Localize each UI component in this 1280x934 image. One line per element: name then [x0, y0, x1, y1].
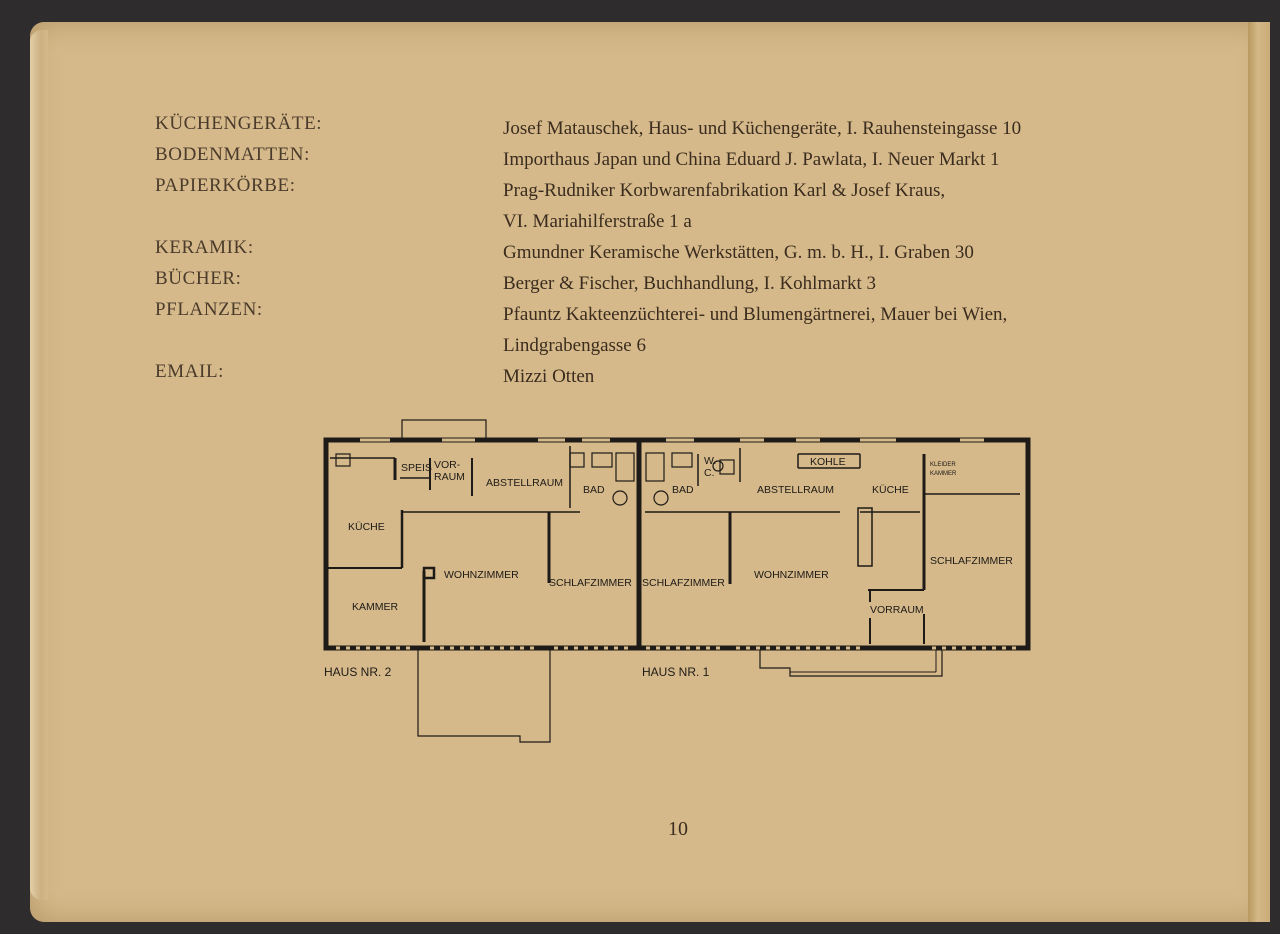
room-label: VOR-	[434, 459, 461, 471]
credit-label: KÜCHENGERÄTE:	[155, 113, 323, 134]
room-label: VORRAUM	[870, 604, 924, 616]
credit-value: Josef Matauschek, Haus- und Küchengeräte, I. Rauhensteingasse 10	[503, 118, 1022, 139]
room-label: KAMMER	[352, 601, 399, 613]
room-label: W.	[704, 455, 717, 467]
room-label: KLEIDER	[930, 462, 956, 468]
book-gutter	[1248, 22, 1270, 922]
credit-label: KERAMIK:	[155, 237, 254, 258]
room-label: ABSTELLRAUM	[757, 484, 835, 496]
credit-label: BODENMATTEN:	[155, 144, 310, 165]
credit-value-continued: VI. Mariahilferstraße 1 a	[503, 211, 692, 232]
room-label: SCHLAFZIMMER	[930, 555, 1013, 567]
page-number: 10	[668, 818, 688, 840]
floor-plan	[320, 418, 1040, 748]
room-label: KOHLE	[810, 456, 846, 468]
credit-row-keramik	[155, 237, 1175, 268]
room-label: ABSTELLRAUM	[486, 477, 564, 489]
credit-row-papierkoerbe	[155, 175, 1175, 237]
credit-row-pflanzen	[155, 299, 1175, 361]
credit-value: Gmundner Keramische Werkstätten, G. m. b. H., I. Graben 30	[503, 242, 974, 263]
room-label: WOHNZIMMER	[444, 569, 519, 581]
credit-row-bodenmatten	[155, 144, 1175, 175]
room-label: SCHLAFZIMMER	[642, 577, 725, 589]
credit-label: BÜCHER:	[155, 268, 242, 289]
room-label: BAD	[672, 484, 694, 496]
supplier-credits-list	[155, 113, 1175, 392]
credit-row-kuechengeraete	[155, 113, 1175, 144]
room-label: KÜCHE	[348, 521, 385, 533]
credit-value: Mizzi Otten	[503, 366, 595, 387]
credit-value: Prag-Rudniker Korbwarenfabrikation Karl & Josef Kraus,	[503, 180, 946, 201]
credit-row-email	[155, 361, 1175, 392]
credit-label: PAPIERKÖRBE:	[155, 175, 296, 196]
room-label: KÜCHE	[872, 484, 909, 496]
room-label: RAUM	[434, 471, 465, 483]
house-label-1: HAUS NR. 1	[642, 665, 710, 679]
page-edges	[30, 30, 48, 900]
room-label: KAMMER	[930, 471, 957, 477]
credit-label: EMAIL:	[155, 361, 225, 382]
credit-value-continued: Lindgrabengasse 6	[503, 335, 646, 356]
room-label: BAD	[583, 484, 605, 496]
credit-row-buecher	[155, 268, 1175, 299]
credit-value: Pfauntz Kakteenzüchterei- und Blumengärtnerei, Mauer bei Wien,	[503, 304, 1008, 325]
credit-value: Importhaus Japan und China Eduard J. Pawlata, I. Neuer Markt 1	[503, 149, 1000, 170]
room-label: WOHNZIMMER	[754, 569, 829, 581]
room-label: C.	[704, 467, 715, 479]
room-label: SCHLAFZIMMER	[549, 577, 632, 589]
house-label-2: HAUS NR. 2	[324, 665, 392, 679]
room-label: SPEIS	[401, 462, 432, 474]
credit-label: PFLANZEN:	[155, 299, 263, 320]
credit-value: Berger & Fischer, Buchhandlung, I. Kohlmarkt 3	[503, 273, 877, 294]
